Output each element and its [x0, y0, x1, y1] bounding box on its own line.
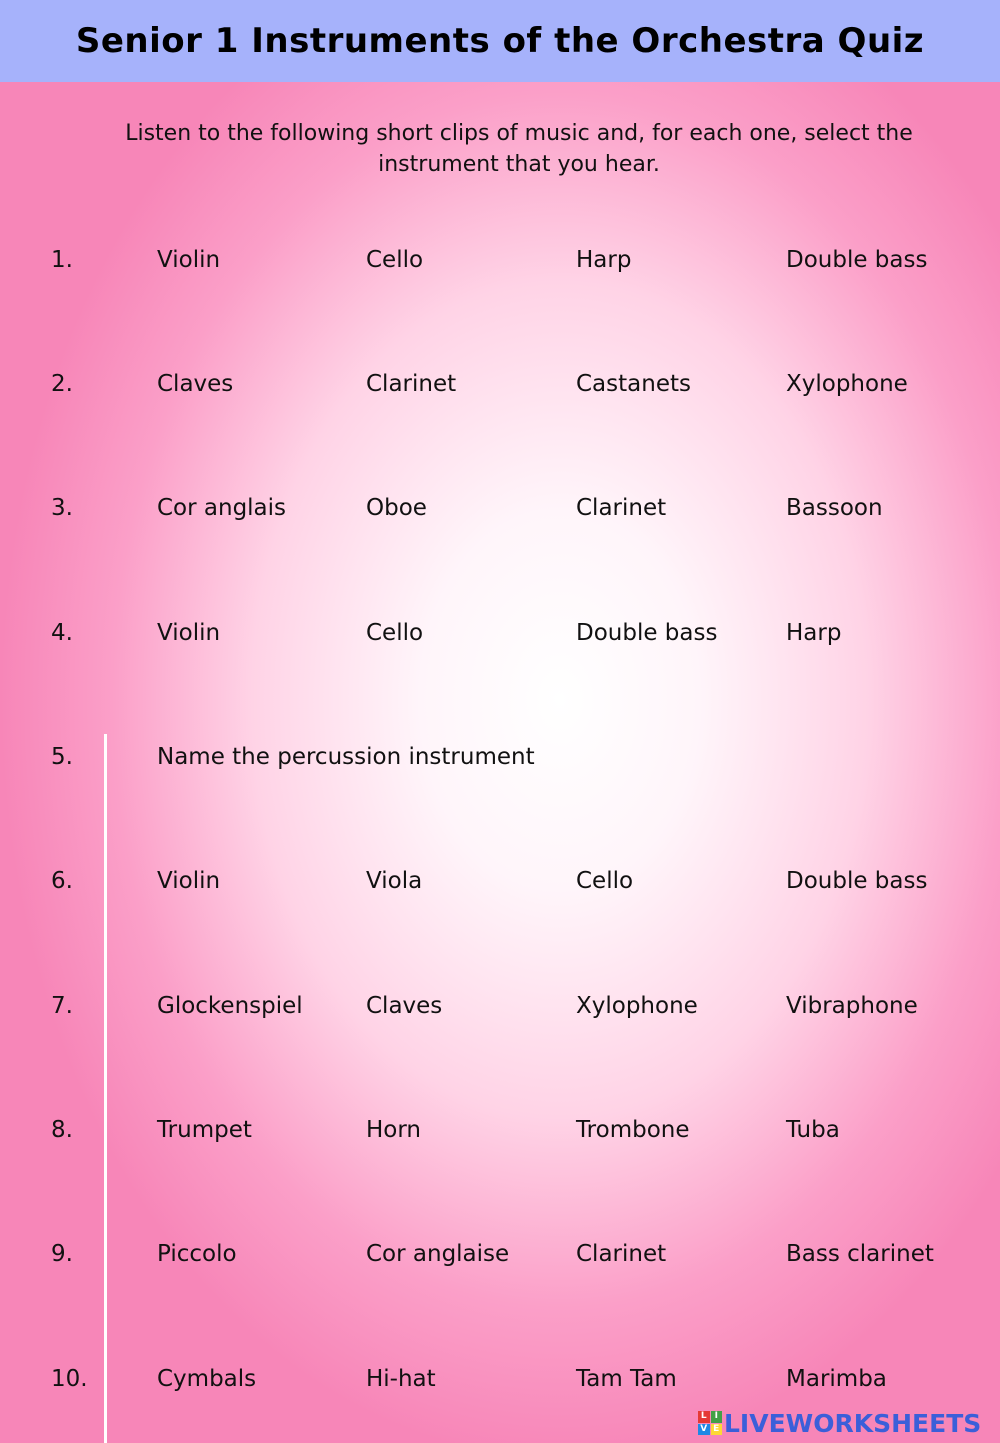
- answer-option[interactable]: Violin: [157, 868, 221, 894]
- question-row-9: [0, 1234, 1000, 1274]
- answer-option[interactable]: Trombone: [576, 1117, 690, 1143]
- answer-option[interactable]: Marimba: [786, 1366, 887, 1392]
- liveworksheets-logo-icon: [698, 1411, 722, 1435]
- question-number: 4.: [51, 620, 73, 646]
- answer-option[interactable]: Viola: [366, 868, 423, 894]
- answer-option[interactable]: Trumpet: [157, 1117, 252, 1143]
- answer-option[interactable]: Harp: [576, 247, 632, 273]
- answer-option[interactable]: Cello: [366, 620, 424, 646]
- answer-option[interactable]: Hi-hat: [366, 1366, 436, 1392]
- instructions-text: Listen to the following short clips of music and, for each one, select the instrument that you hear.: [125, 121, 913, 177]
- question-number: 5.: [51, 744, 73, 770]
- logo-letter: L: [698, 1411, 710, 1423]
- liveworksheets-brand: [698, 1408, 981, 1438]
- answer-option[interactable]: Cor anglais: [157, 495, 287, 521]
- answer-option[interactable]: Cello: [366, 247, 424, 273]
- question-row-5: [0, 737, 1000, 777]
- question-number: 2.: [51, 371, 73, 397]
- question-number: 8.: [51, 1117, 73, 1143]
- title-bar: [0, 0, 1000, 82]
- answer-option[interactable]: Xylophone: [576, 993, 698, 1019]
- question-number: 6.: [51, 868, 73, 894]
- question-row-3: [0, 488, 1000, 528]
- answer-option[interactable]: Oboe: [366, 495, 427, 521]
- answer-option[interactable]: Tuba: [786, 1117, 840, 1143]
- answer-option[interactable]: Double bass: [786, 868, 928, 894]
- answer-option[interactable]: Claves: [157, 371, 234, 397]
- question-row-6: [0, 861, 1000, 901]
- question-number: 1.: [51, 247, 73, 273]
- question-row-10: [0, 1359, 1000, 1399]
- question-prompt: Name the percussion instrument: [157, 744, 535, 770]
- question-number: 9.: [51, 1241, 73, 1267]
- question-row-8: [0, 1110, 1000, 1150]
- answer-option[interactable]: Clarinet: [576, 1241, 667, 1267]
- answer-option[interactable]: Piccolo: [157, 1241, 237, 1267]
- answer-option[interactable]: Claves: [366, 993, 443, 1019]
- answer-option[interactable]: Castanets: [576, 371, 691, 397]
- question-number: 7.: [51, 993, 73, 1019]
- answer-option[interactable]: Glockenspiel: [157, 993, 303, 1019]
- logo-letter: V: [698, 1424, 710, 1436]
- logo-letter: E: [711, 1424, 723, 1436]
- question-number: 3.: [51, 495, 73, 521]
- answer-option[interactable]: Harp: [786, 620, 842, 646]
- question-row-4: [0, 613, 1000, 653]
- answer-option[interactable]: Cymbals: [157, 1366, 257, 1392]
- divider-line: [104, 734, 107, 1443]
- question-number: 10.: [51, 1366, 88, 1392]
- answer-option[interactable]: Horn: [366, 1117, 421, 1143]
- answer-option[interactable]: Vibraphone: [786, 993, 918, 1019]
- question-row-2: [0, 364, 1000, 404]
- answer-option[interactable]: Violin: [157, 620, 221, 646]
- answer-option[interactable]: Clarinet: [576, 495, 667, 521]
- answer-option[interactable]: Cello: [576, 868, 634, 894]
- answer-option[interactable]: Tam Tam: [576, 1366, 677, 1392]
- page-title: Senior 1 Instruments of the Orchestra Quiz: [75, 21, 925, 61]
- answer-option[interactable]: Bassoon: [786, 495, 883, 521]
- answer-option[interactable]: Double bass: [786, 247, 928, 273]
- answer-option[interactable]: Bass clarinet: [786, 1241, 934, 1267]
- answer-option[interactable]: Clarinet: [366, 371, 457, 397]
- question-row-1: [0, 240, 1000, 280]
- answer-option[interactable]: Xylophone: [786, 371, 908, 397]
- brand-text: LIVEWORKSHEETS: [724, 1408, 982, 1438]
- answer-option[interactable]: Violin: [157, 247, 221, 273]
- answer-option[interactable]: Double bass: [576, 620, 718, 646]
- answer-option[interactable]: Cor anglaise: [366, 1241, 510, 1267]
- logo-letter: I: [711, 1411, 723, 1423]
- question-row-7: [0, 986, 1000, 1026]
